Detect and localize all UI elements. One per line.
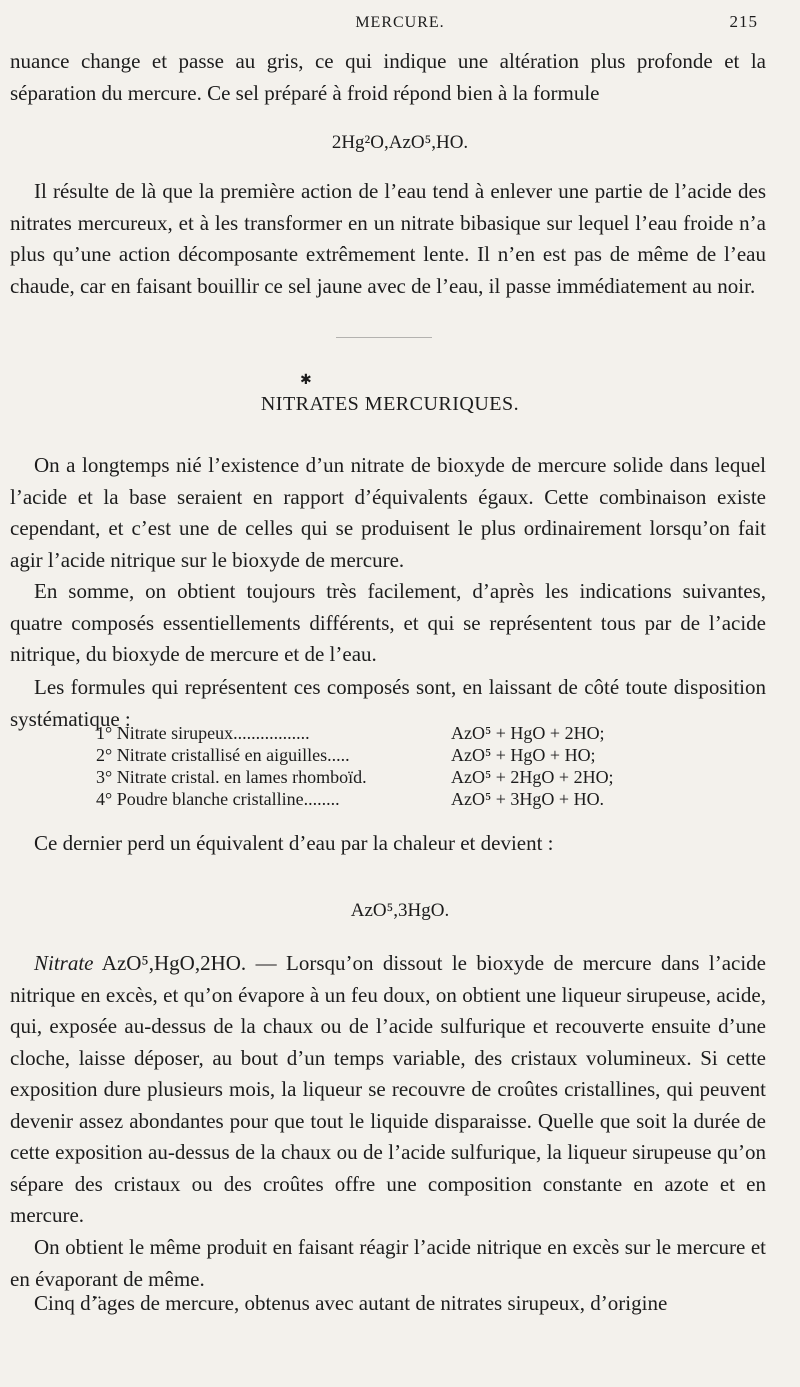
- section-divider: [336, 337, 432, 338]
- compound-formula: AzO⁵ + HgO + HO;: [451, 745, 596, 765]
- compound-name: 1° Nitrate sirupeux.................: [96, 723, 310, 743]
- compound-row: [96, 788, 696, 810]
- paragraph-continuation: nuance change et passe au gris, ce qui indique une altération plus profonde et la séparation du mercure. Ce sel préparé à froid répond bien à la formule: [10, 49, 766, 105]
- running-title: MERCURE.: [355, 14, 445, 31]
- compound-row: [96, 766, 696, 788]
- nitrate-lead-word: Nitrate: [34, 951, 94, 975]
- paragraph-four-compounds: En somme, on obtient toujours très facilement, d’après les indications suivantes, quatre composés essentiellements différents, et qui se représentent tous par de l’acide nitrique, du bioxyde de mercure et de l’eau.: [10, 579, 766, 666]
- compound-list: [96, 722, 696, 810]
- paragraph-loses-water: Ce dernier perd un équivalent d’eau par la chaleur et devient :: [34, 831, 554, 855]
- section-mark: ✱: [300, 373, 312, 388]
- paragraph-intro-mercuric: On a longtemps nié l’existence d’un nitrate de bioxyde de mercure solide dans lequel l’acide et la base seraient en rapport d’équivalents égaux. Cette combinaison existe cependant, et c’est une de celles qui se produisent le plus ordinairement lorsqu’on fait agir l’acide nitrique sur le bioxyde de mercure.: [10, 453, 766, 572]
- paragraph-same-product: On obtient le même produit en faisant réagir l’acide nitrique en excès sur le mercure et en évaporant de même.: [10, 1235, 766, 1291]
- paragraph-formulas-intro: Les formules qui représentent ces composés sont, en laissant de côté toute disposition systématique :: [10, 675, 766, 731]
- compound-name: 4° Poudre blanche cristalline........: [96, 789, 340, 809]
- compound-formula: AzO⁵ + HgO + 2HO;: [451, 723, 605, 743]
- compound-formula: AzO⁵ + 3HgO + HO.: [451, 789, 605, 809]
- paragraph-nitrate-preparation: [10, 948, 766, 1232]
- compound-row: [96, 722, 696, 744]
- nitrate-description: AzO⁵,HgO,2HO. — Lorsqu’on dissout le bioxyde de mercure dans l’acide nitrique en excès, et qu’on évapore à un feu doux, on obtient une liqueur sirupeuse, acide, qui, exposée au-dessus de la chaux ou de l’acide sulfurique et recouverte ensuite d’une cloche, laisse déposer, au bout d’un temps variable, des cristaux volumineux. Si cette exposition dure plusieurs mois, la liqueur se recouvre de croûtes cristallines, qui peuvent devenir assez abondantes pour que tout le liquide disparaisse. Quelle que soit la durée de cette exposition au-dessus de la chaux ou de l’acide sulfurique, la liqueur sirupeuse qu’on sépare des cristaux ou des croûtes offre une composition constante en azote et en mercure.: [10, 951, 766, 1227]
- compound-formula: AzO⁵ + 2HgO + 2HO;: [451, 767, 614, 787]
- compound-name: 3° Nitrate cristal. en lames rhomboïd.: [96, 767, 367, 787]
- section-heading: NITRATES MERCURIQUES.: [260, 393, 520, 415]
- formula-bibasic-nitrate: 2Hg²O,AzO⁵,HO.: [331, 132, 469, 153]
- compound-row: [96, 744, 696, 766]
- running-header: [0, 8, 800, 34]
- paragraph-water-action: Il résulte de là que la première action de l’eau tend à enlever une partie de l’acide des nitrates mercureux, et à les transformer en un nitrate bibasique sur lequel l’eau froide n’a plus qu’une action décomposante extrêmement lente. Il n’en est pas de même de l’eau chaude, car en faisant bouillir ce sel jaune avec de l’eau, il passe immédiatement au noir.: [10, 179, 766, 298]
- formula-basic-nitrate: AzO⁵,3HgO.: [350, 900, 450, 921]
- compound-name: 2° Nitrate cristallisé en aiguilles.....: [96, 745, 350, 765]
- page-number: 215: [729, 12, 758, 31]
- paragraph-five-samples: Cinq d’̈ages de mercure, obtenus avec autant de nitrates sirupeux, d’origine: [34, 1291, 668, 1315]
